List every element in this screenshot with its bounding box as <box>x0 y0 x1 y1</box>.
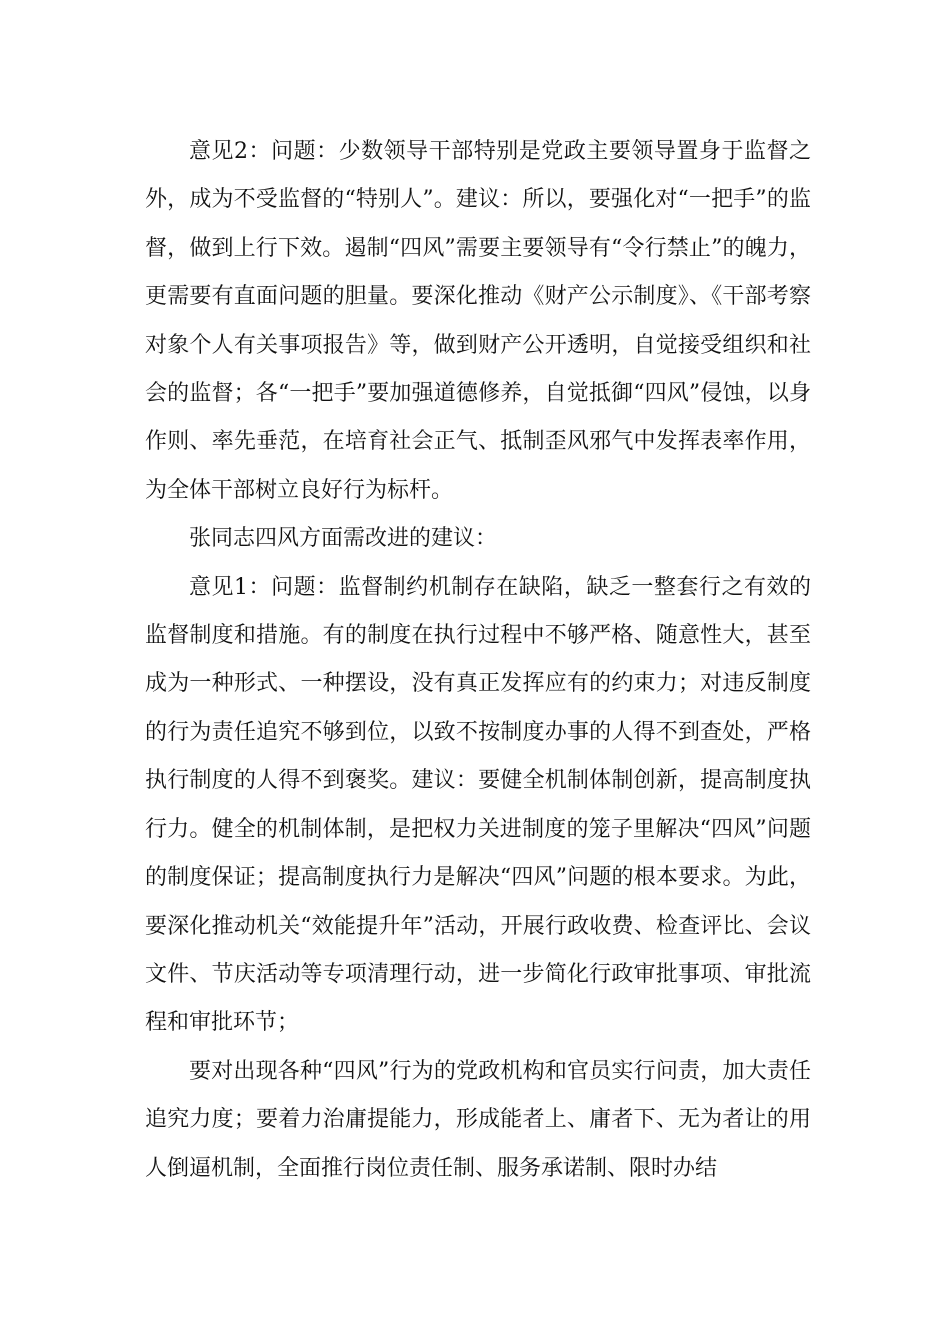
paragraph-section-heading: 张同志四风方面需改进的建议： <box>189 526 498 552</box>
paragraph-opinion-2: 意见2：问题：少数领导干部特别是党政主要领导置身于监督之外，成为不受监督的“特别人”。建议：所以，要强化对“一把手”的监督，做到上行下效。遏制“四风”需要主要领导有“令行禁止”的魄力，更需要有直面问题的胆量。要深化推动《财产公示制度》、《干部考察对象个人有关事项报告》等，做到财产公开透明，自觉接受组织和社会的监督；各“一把手”要加强道德修养，自觉抵御“四风”侵蚀，以身作则、率先垂范，在培育社会正气、抵制歪风邪气中发挥表率作用，为全体干部树立良好行为标杆。 <box>145 139 811 503</box>
document-body <box>145 128 811 1193</box>
paragraph-opinion-1: 意见1：问题：监督制约机制存在缺陷，缺乏一整套行之有效的监督制度和措施。有的制度在执行过程中不够严格、随意性大，甚至成为一种形式、一种摆设，没有真正发挥应有的约束力；对违反制度的行为责任追究不够到位，以致不按制度办事的人得不到查处，严格执行制度的人得不到褒奖。建议：要健全机制体制创新，提高制度执行力。健全的机制体制，是把权力关进制度的笼子里解决“四风”问题的制度保证；提高制度执行力是解决“四风”问题的根本要求。为此，要深化推动机关“效能提升年”活动，开展行政收费、检查评比、会议文件、节庆活动等专项清理行动，进一步简化行政审批事项、审批流程和审批环节； <box>145 574 811 1036</box>
paragraph-accountability: 要对出现各种“四风”行为的党政机构和官员实行问责，加大责任追究力度；要着力治庸提能力，形成能者上、庸者下、无为者让的用人倒逼机制，全面推行岗位责任制、服务承诺制、限时办结 <box>145 1058 811 1181</box>
